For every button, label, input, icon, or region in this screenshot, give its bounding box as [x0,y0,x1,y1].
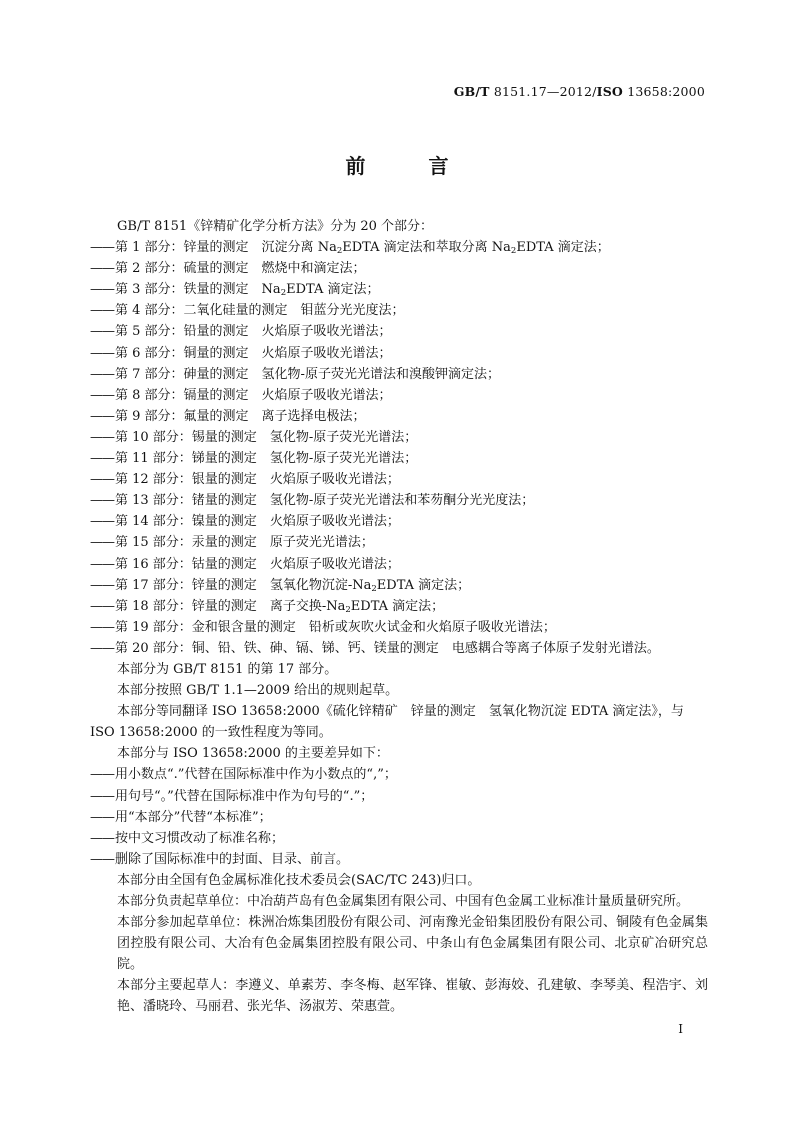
difference-item: ——删除了国际标准中的封面、目录、前言。 [90,851,350,867]
part-list-item: ——第 6 部分：铜量的测定 火焰原子吸收光谱法； [90,345,392,361]
translation-paragraph-cont: ISO 13658:2000 的一致性程度为等同。 [90,725,332,741]
difference-item: ——用“本部分”代替“本标准”； [90,809,272,825]
difference-item: ——按中文习惯改动了标准名称； [90,830,285,846]
difference-item: ——用句号“。”代替在国际标准中作为句号的“.”； [90,788,374,804]
committee-paragraph: 本部分由全国有色金属标准化技术委员会(SAC/TC 243)归口。 [117,872,481,888]
standard-number-header [454,84,705,99]
part-list-item: ——第 20 部分：铜、铅、铁、砷、镉、锑、钙、镁量的测定 电感耦合等离子体原子发射光谱法。 [90,640,660,656]
part-list-item: ——第 14 部分：镍量的测定 火焰原子吸收光谱法； [90,514,400,530]
part-list-item: ——第 13 部分：锗量的测定 氢化物-原子荧光光谱法和苯芴酮分光光度法； [90,493,535,509]
std-number: 8151.17—2012/ [493,84,597,99]
part-list-item: ——第 9 部分：氟量的测定 离子选择电极法； [90,408,366,424]
part-list-item: ——第 12 部分：银量的测定 火焰原子吸收光谱法； [90,472,400,488]
page-title: 前 言 [345,154,477,178]
part-list-item: ——第 18 部分：锌量的测定 离子交换$-Na_2EDTA$ 滴定法； [90,598,445,615]
part-list-item: ——第 8 部分：镉量的测定 火焰原子吸收光谱法； [90,387,392,403]
iso-code: ISO [596,84,624,99]
iso-number: 13658:2000 [627,84,705,99]
part-list-item: ——第 5 部分：铅量的测定 火焰原子吸收光谱法； [90,324,392,340]
part-list-item: ——第 4 部分：二氧化硅量的测定 钼蓝分光光度法； [90,303,405,319]
part-list-item: ——第 2 部分：硫量的测定 燃烧中和滴定法； [90,261,366,277]
part-list-item: ——第 3 部分：铁量的测定 $Na_2EDTA$ 滴定法； [90,282,380,299]
drafters-paragraph: 本部分主要起草人：李遵义、单素芳、李冬梅、赵军锋、崔敏、彭海姣、孔建敏、李琴美、程浩宇、刘艳、潘晓玲、马丽君、张光华、汤淑芳、荣惠萱。 [117,978,708,1015]
part-list-item: ——第 10 部分：锡量的测定 氢化物-原子荧光光谱法； [90,429,418,445]
std-code: GB/T [453,84,490,99]
part-list-item: ——第 19 部分：金和银含量的测定 铅析或灰吹火试金和火焰原子吸收光谱法； [90,619,556,635]
lead-drafter-paragraph: 本部分负责起草单位：中冶葫芦岛有色金属集团有限公司、中国有色金属工业标准计量质量研究所。 [117,894,690,909]
part-list-item: ——第 1 部分：锌量的测定 沉淀分离 $Na_2EDTA$ 滴定法和萃取分离 $Na_2EDTA$ 滴定法； [90,240,610,257]
part-list-item: ——第 16 部分：钴量的测定 火焰原子吸收光谱法； [90,556,400,572]
part-list-item: ——第 17 部分：锌量的测定 氢氧化物沉淀$-Na_2EDTA$ 滴定法； [90,577,471,594]
part-list-item: ——第 11 部分：锑量的测定 氢化物-原子荧光光谱法； [90,451,418,467]
foreword-body [90,216,708,1018]
differences-paragraph: 本部分与 ISO 13658:2000 的主要差异如下： [117,746,389,762]
part-list-item: ——第 7 部分：砷量的测定 氢化物-原子荧光光谱法和溴酸钾滴定法； [90,366,500,382]
difference-item: ——用小数点“.”代替在国际标准中作为小数点的“,”； [90,767,397,783]
drafting-rules-paragraph: 本部分按照 GB/T 1.1—2009 给出的规则起草。 [117,683,399,699]
intro-paragraph: GB/T 8151《锌精矿化学分析方法》分为 20 个部分： [117,219,434,234]
translation-paragraph: 本部分等同翻译 ISO 13658:2000《硫化锌精矿 锌量的测定 氢氧化物沉淀 EDTA 滴定法》，与 [117,704,684,720]
part-list-item: ——第 15 部分：汞量的测定 原子荧光光谱法； [90,535,374,551]
part-number-paragraph: 本部分为 GB/T 8151 的第 17 部分。 [117,661,338,677]
participant-units-paragraph: 本部分参加起草单位：株洲冶炼集团股份有限公司、河南豫光金铅集团股份有限公司、铜陵有色金属集团控股有限公司、大冶有色金属集团控股有限公司、中条山有色金属集团有限公司、北京矿冶研究总院。 [117,915,708,973]
page-number: I [678,1022,683,1036]
